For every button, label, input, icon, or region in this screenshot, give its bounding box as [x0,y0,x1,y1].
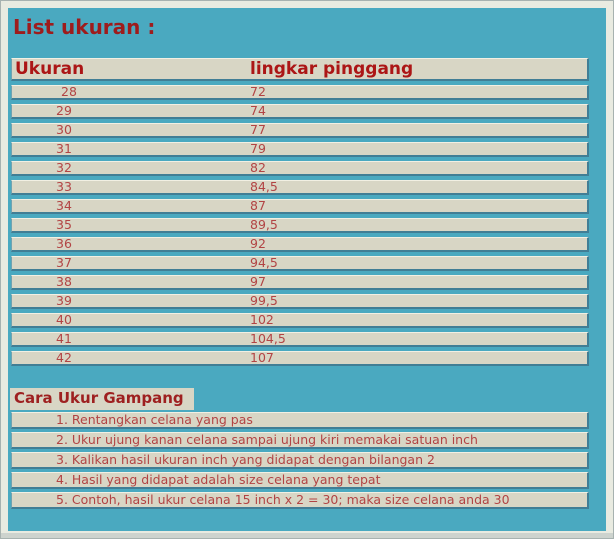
waist-cell: 77 [250,121,266,137]
waist-cell: 74 [250,102,266,118]
table-row [11,218,589,233]
instructions-title: Cara Ukur Gampang [10,388,194,410]
waist-cell: 72 [250,83,266,99]
waist-cell: 89,5 [250,216,278,232]
size-cell: 38 [56,273,72,289]
waist-cell: 79 [250,140,266,156]
waist-cell: 99,5 [250,292,278,308]
waist-cell: 97 [250,273,266,289]
size-cell: 34 [56,197,72,213]
waist-cell: 104,5 [250,330,286,346]
table-row [11,142,589,157]
waist-cell: 107 [250,349,274,365]
size-cell: 42 [56,349,72,365]
waist-cell: 84,5 [250,178,278,194]
table-row [11,85,589,100]
size-cell: 35 [56,216,72,232]
instruction-step: 4. Hasil yang didapat adalah size celana yang tepat [11,472,589,489]
waist-cell: 92 [250,235,266,251]
table-row [11,104,589,119]
content-area [8,8,606,531]
waist-cell: 82 [250,159,266,175]
instruction-step: 1. Rentangkan celana yang pas [11,412,589,429]
instruction-step: 2. Ukur ujung kanan celana sampai ujung kiri memakai satuan inch [11,432,589,449]
size-cell: 33 [56,178,72,194]
table-body [11,85,589,366]
table-row [11,275,589,290]
size-cell: 28 [61,83,77,99]
size-cell: 29 [56,102,72,118]
size-cell: 40 [56,311,72,327]
table-row [11,161,589,176]
page-title: List ukuran : [13,15,156,39]
waist-cell: 87 [250,197,266,213]
size-cell: 32 [56,159,72,175]
size-cell: 39 [56,292,72,308]
table-row [11,180,589,195]
instruction-step: 3. Kalikan hasil ukuran inch yang didapat dengan bilangan 2 [11,452,589,469]
table-row [11,332,589,347]
table-row [11,294,589,309]
size-cell: 37 [56,254,72,270]
column-header-lingkar-pinggang: lingkar pinggang [250,58,414,79]
table-row [11,199,589,214]
bottom-strip [1,533,613,538]
table-row [11,123,589,138]
table-row [11,313,589,328]
instruction-step: 5. Contoh, hasil ukur celana 15 inch x 2 = 30; maka size celana anda 30 [11,492,589,509]
table-row [11,237,589,252]
waist-cell: 102 [250,311,274,327]
table-row [11,351,589,366]
table-header-row [11,58,589,81]
size-cell: 41 [56,330,72,346]
table-row [11,256,589,271]
size-cell: 30 [56,121,72,137]
waist-cell: 94,5 [250,254,278,270]
instructions-list [11,412,589,509]
size-cell: 36 [56,235,72,251]
column-header-ukuran: Ukuran [15,58,85,79]
size-table [11,58,589,366]
size-cell: 31 [56,140,72,156]
